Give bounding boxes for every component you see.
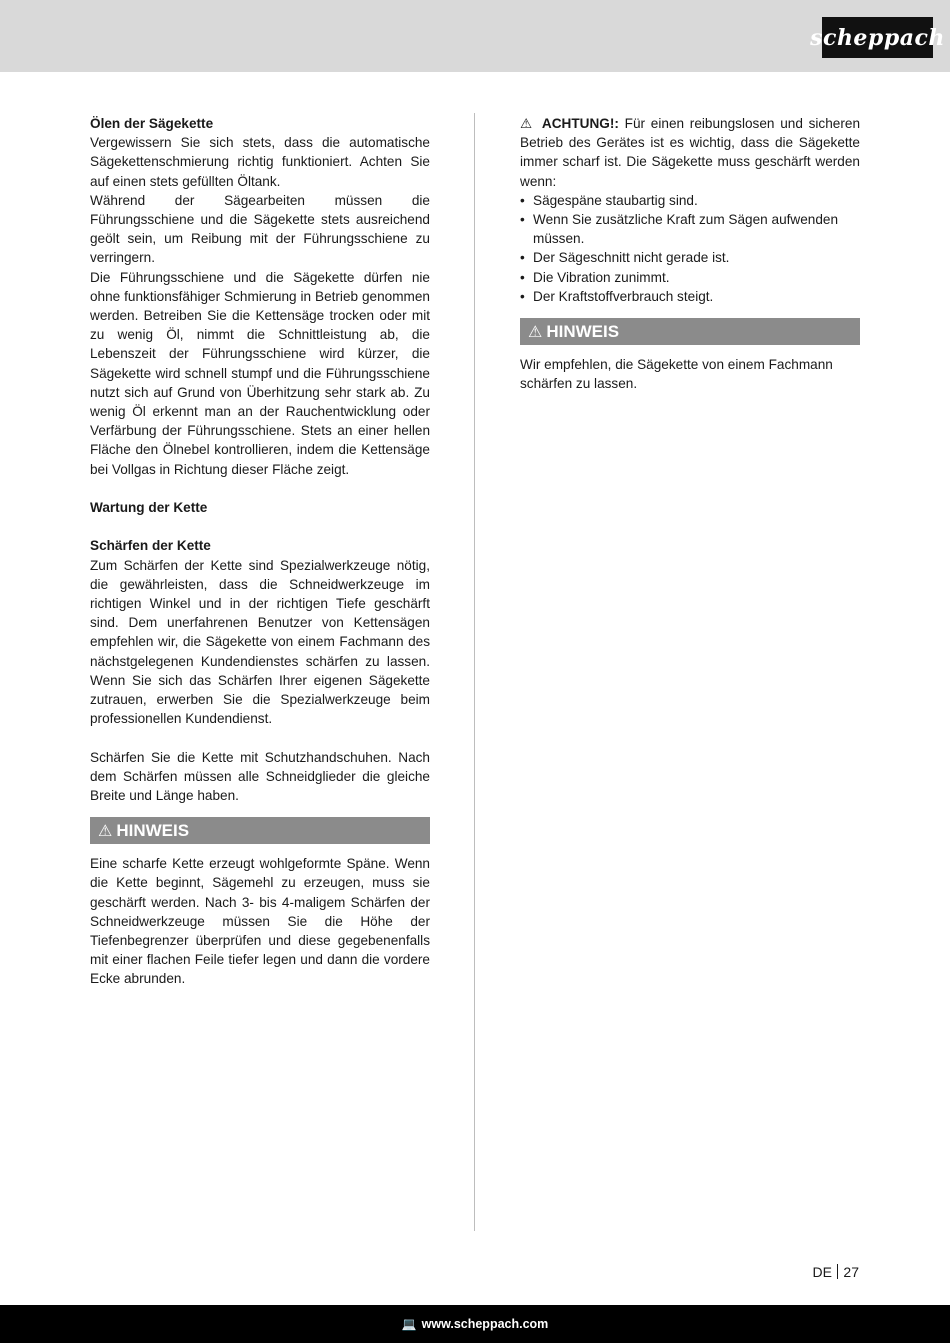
page-number-value: 27 bbox=[843, 1264, 859, 1280]
notice-text-right: Wir empfehlen, die Sägekette von einem Fachmann schärfen zu lassen. bbox=[520, 357, 833, 392]
computer-icon: 💻 bbox=[401, 1317, 417, 1331]
notice-bar-right bbox=[520, 318, 860, 345]
achtung-text: Für einen reibungslosen und sicheren Betrieb des Gerätes ist es wichtig, dass die Sägekette immer scharf ist. Die Sägekette muss geschärft werden wenn: bbox=[520, 116, 860, 189]
separator bbox=[837, 1264, 839, 1279]
oiling-heading: Ölen der Sägekette bbox=[90, 116, 214, 131]
achtung-paragraph bbox=[520, 114, 860, 191]
notice-label: HINWEIS bbox=[546, 322, 620, 342]
notice-bar-left bbox=[90, 817, 430, 844]
notice-label: HINWEIS bbox=[116, 821, 190, 841]
oiling-paragraph-3: Die Führungsschiene und die Sägekette dürfen nie ohne funktionsfähiger Schmierung in Betrieb genommen werden. Betreiben Sie die Kettensäge trocken oder mit zu wenig Öl, nimmt die Schnittleistung ab, die Lebenszeit der Führungsschiene wird kürzer, die Sägekette wird schnell stumpf und die Führungsschiene nutzt sich auf Grund von Überhitzung sehr stark ab. Zu wenig Öl erkennt man an der Rauchentwicklung oder Verfärbung der Führungsschiene. Stets an einer hellen Fläche den Ölnebel kontrollieren, indem die Kettensäge bei Vollgas in Richtung dieser Fläche zeigt. bbox=[90, 269, 430, 477]
chain-maintenance-heading: Wartung der Kette bbox=[90, 500, 208, 516]
list-item: • Die Vibration zunimmt. bbox=[520, 268, 860, 287]
sharpening-conditions-list bbox=[520, 191, 860, 306]
list-item: • Der Kraftstoffverbrauch steigt. bbox=[520, 287, 860, 306]
language-code: DE bbox=[812, 1264, 832, 1280]
achtung-label: ACHTUNG!: bbox=[541, 116, 619, 131]
page-number bbox=[812, 1264, 859, 1280]
oiling-paragraph-1: Vergewissern Sie sich stets, dass die automatische Sägekettenschmierung richtig funktioniert. Achten Sie auf einen stets gefüllten Öltank. bbox=[90, 135, 430, 189]
warning-triangle-icon: ⚠ bbox=[98, 823, 113, 841]
notice-text-left: Eine scharfe Kette erzeugt wohlgeformte Späne. Wenn die Kette beginnt, Sägemehl zu erzeugen, muss sie geschärft werden. Nach 3- bis 4-maligem Schärfen der Schneidwerkzeuge müssen Sie die Höhe der Tiefenbegrenzer überprüfen und diese gegebenenfalls mit einer flachen Feile tiefer legen und dann die vordere Ecke abrunden. bbox=[90, 856, 430, 987]
list-item: • Der Sägeschnitt nicht gerade ist. bbox=[520, 248, 860, 267]
warning-triangle-icon: ⚠ bbox=[520, 116, 535, 131]
header-band bbox=[0, 0, 950, 72]
website-url: www.scheppach.com bbox=[421, 1317, 549, 1331]
chain-sharpening-heading: Schärfen der Kette bbox=[90, 538, 211, 554]
list-item: • Sägespäne staubartig sind. bbox=[520, 191, 860, 210]
column-divider bbox=[474, 113, 475, 1231]
oiling-paragraph-2: Während der Sägearbeiten müssen die Führungsschiene und die Sägekette stets ausreichend geölt sein, um Reibung mit der Führungsschiene zu verringern. bbox=[90, 192, 430, 266]
footer-band bbox=[0, 1305, 950, 1343]
sharpening-paragraph-2: Schärfen Sie die Kette mit Schutzhandschuhen. Nach dem Schärfen müssen alle Schneidglieder die gleiche Breite und Länge haben. bbox=[90, 749, 430, 804]
right-column bbox=[520, 114, 860, 393]
warning-triangle-icon: ⚠ bbox=[528, 324, 543, 342]
sharpening-paragraph-1: Zum Schärfen der Kette sind Spezialwerkzeuge nötig, die gewährleisten, dass die Schneidwerkzeuge im richtigen Winkel und in der richtigen Tiefe geschärft sind. Dem unerfahrenen Benutzer von Kettensägen empfehlen wir, die Sägekette von einem Fachmann des nächstgelegenen Kundendienstes schärfen zu lassen. Wenn Sie sich das Schärfen Ihrer eigenen Sägekette zutrauen, erwerben Sie die Spezialwerkzeuge beim professionellen Kundendienst. bbox=[90, 557, 430, 727]
brand-logo: scheppach bbox=[822, 17, 933, 58]
left-column bbox=[90, 114, 430, 989]
list-item: • Wenn Sie zusätzliche Kraft zum Sägen aufwenden müssen. bbox=[520, 210, 860, 248]
